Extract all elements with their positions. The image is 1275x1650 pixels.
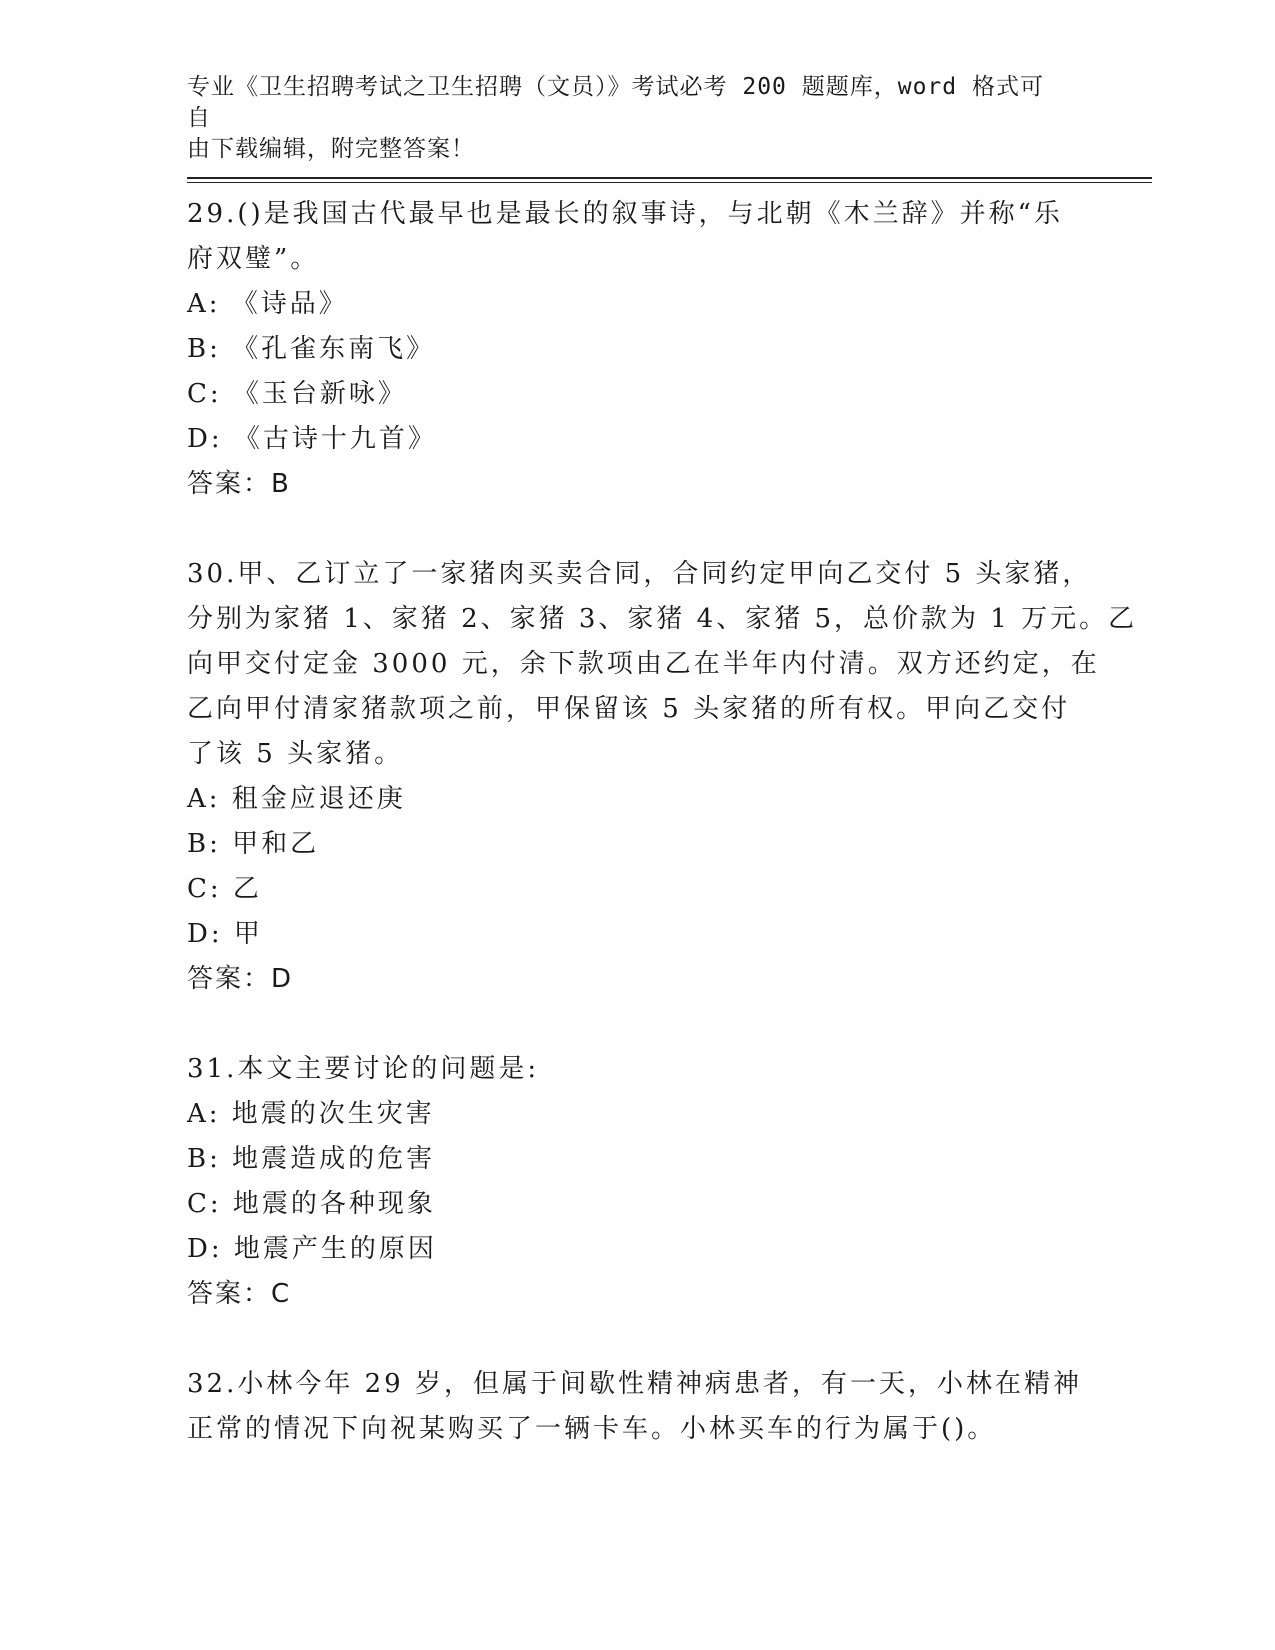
document-header bbox=[187, 72, 1067, 165]
answer-option: C: 地震的各种现象 bbox=[187, 1189, 436, 1219]
question-text-line: 30.甲、乙订立了一家猪肉买卖合同，合同约定甲向乙交付 5 头家猪， bbox=[187, 559, 1092, 589]
answer-option: D: 甲 bbox=[187, 919, 263, 949]
question-text-line: 向甲交付定金 3000 元，余下款项由乙在半年内付清。双方还约定，在 bbox=[187, 649, 1100, 679]
question-text-line: 正常的情况下向祝某购买了一辆卡车。小林买车的行为属于()。 bbox=[187, 1414, 997, 1444]
question-text-line: 乙向甲付清家猪款项之前，甲保留该 5 头家猪的所有权。甲向乙交付 bbox=[187, 694, 1071, 724]
question-text-line: 府双璧”。 bbox=[187, 244, 320, 274]
answer-key: 答案：D bbox=[187, 964, 294, 994]
answer-option: D: 地震产生的原因 bbox=[187, 1234, 437, 1264]
question-block bbox=[187, 1047, 1087, 1317]
header-divider-thin bbox=[187, 182, 1152, 183]
answer-option: C: 乙 bbox=[187, 874, 262, 904]
header-line-2: 由下载编辑，附完整答案！ bbox=[187, 136, 475, 162]
question-block bbox=[187, 192, 1087, 507]
question-text-line: 32.小林今年 29 岁，但属于间歇性精神病患者，有一天，小林在精神 bbox=[187, 1369, 1082, 1399]
answer-option: D: 《古诗十九首》 bbox=[187, 424, 437, 454]
question-text-line: 31.本文主要讨论的问题是: bbox=[187, 1054, 540, 1084]
question-spacer bbox=[187, 1317, 1087, 1362]
answer-option: C: 《玉台新咏》 bbox=[187, 379, 407, 409]
question-text-line: 分别为家猪 1、家猪 2、家猪 3、家猪 4、家猪 5，总价款为 1 万元。乙 bbox=[187, 604, 1138, 634]
question-text-line: 29.()是我国古代最早也是最长的叙事诗，与北朝《木兰辞》并称“乐 bbox=[187, 199, 1063, 229]
question-block bbox=[187, 552, 1138, 1002]
answer-option: A: 《诗品》 bbox=[187, 289, 348, 319]
header-line-1: 专业《卫生招聘考试之卫生招聘（文员）》考试必考 200 题题库，word 格式可自 bbox=[187, 74, 1044, 131]
question-spacer bbox=[187, 507, 1087, 552]
answer-option: B: 甲和乙 bbox=[187, 829, 320, 859]
answer-option: A: 地震的次生灾害 bbox=[187, 1099, 435, 1129]
header-divider-thick bbox=[187, 177, 1152, 179]
question-spacer bbox=[187, 1002, 1087, 1047]
answer-option: B: 《孔雀东南飞》 bbox=[187, 334, 436, 364]
question-text-line: 了该 5 头家猪。 bbox=[187, 739, 404, 769]
answer-key: 答案：B bbox=[187, 469, 291, 499]
answer-key: 答案：C bbox=[187, 1279, 292, 1309]
question-list bbox=[187, 192, 1138, 1452]
answer-option: B: 地震造成的危害 bbox=[187, 1144, 436, 1174]
answer-option: A: 租金应退还庚 bbox=[187, 784, 406, 814]
question-block bbox=[187, 1362, 1087, 1452]
